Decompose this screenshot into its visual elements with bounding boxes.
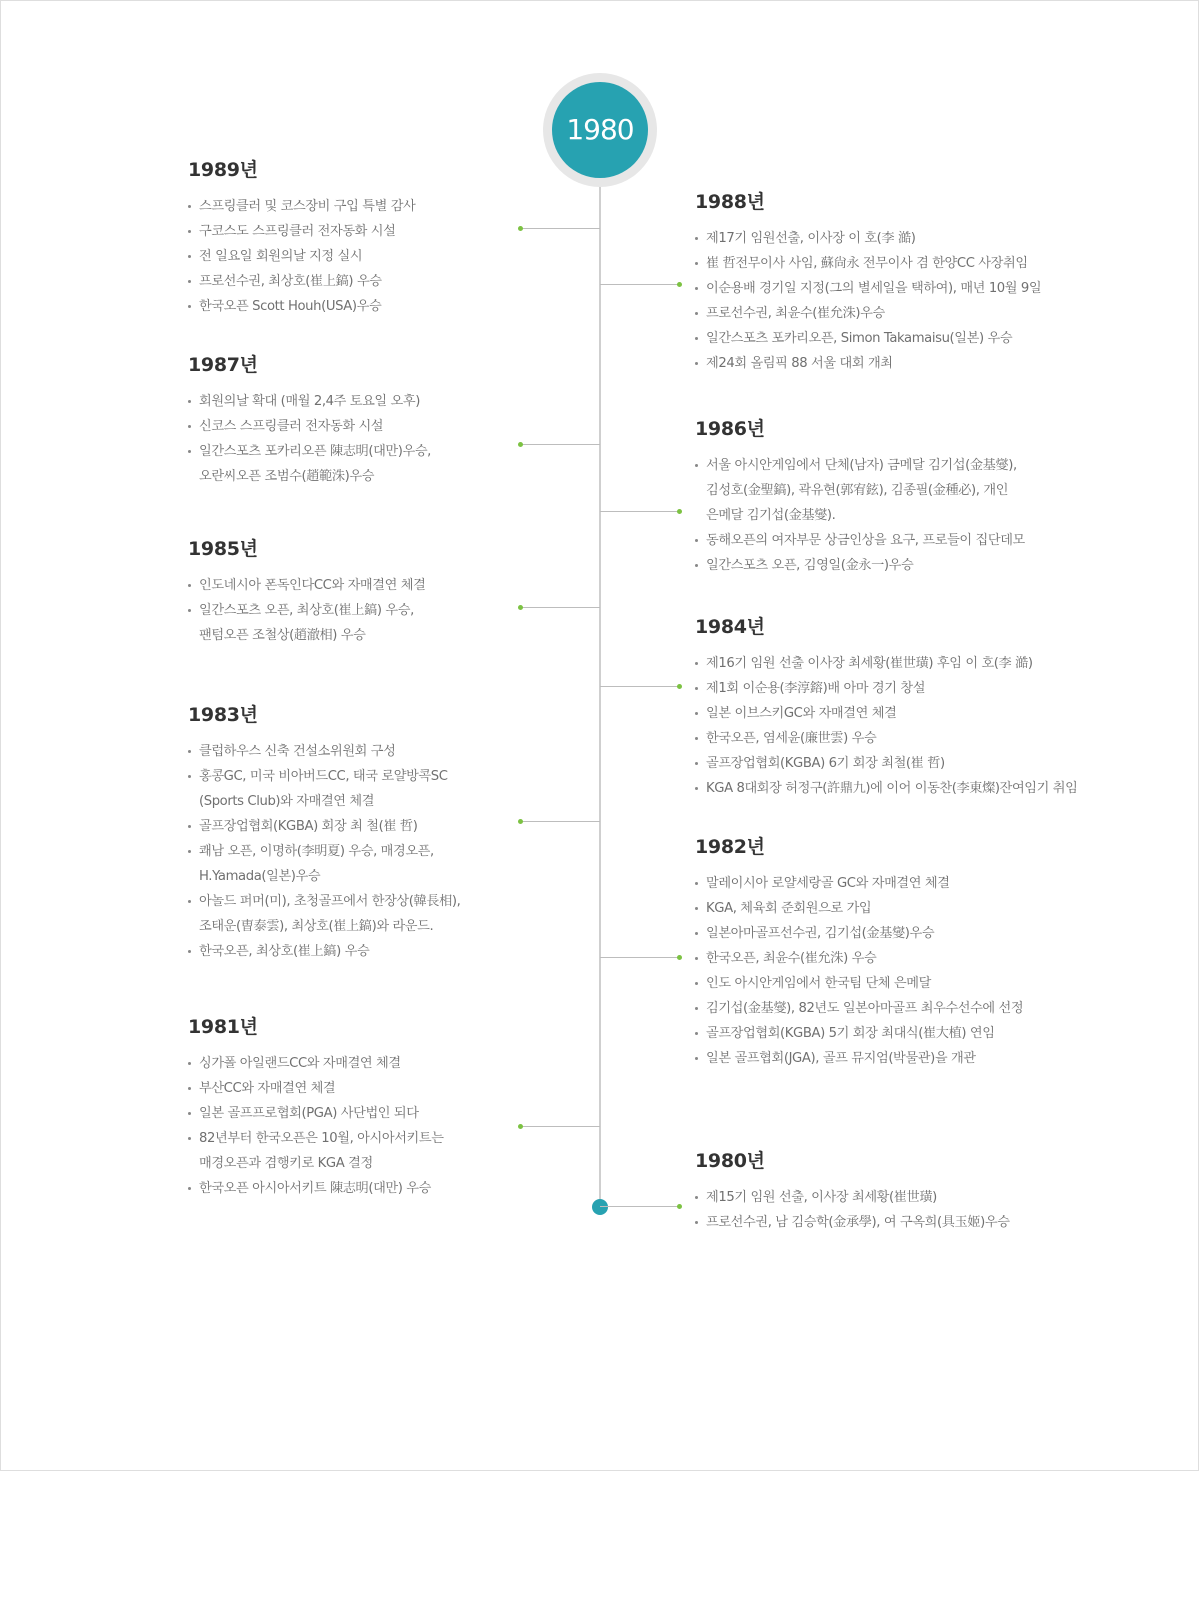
list-item: 일본 이브스키GC와 자매결연 체결	[695, 701, 1165, 726]
entry-list	[695, 871, 1165, 1071]
list-item: 일간스포츠 오픈, 최상호(崔上鎬) 우승, 팬텀오픈 조철상(趙澈相) 우승	[188, 598, 568, 648]
list-item: 한국오픈, 최상호(崔上鎬) 우승	[188, 939, 568, 964]
entry-year: 1981년	[188, 1016, 258, 1038]
connector-1980	[600, 1206, 680, 1207]
entry-1980	[695, 1148, 1165, 1235]
entry-year: 1982년	[695, 836, 765, 858]
list-item: 일본 골프프로협회(PGA) 사단법인 되다	[188, 1101, 568, 1126]
entry-1985	[188, 536, 568, 648]
entry-1984	[695, 614, 1165, 801]
list-item: 클럽하우스 신축 건설소위원회 구성	[188, 739, 568, 764]
entry-list	[188, 573, 568, 648]
list-item: 프로선수권, 남 김승학(金承學), 여 구옥희(具玉姬)우승	[695, 1210, 1165, 1235]
list-item: 프로선수권, 최상호(崔上鎬) 우승	[188, 269, 568, 294]
entry-list	[695, 453, 1165, 578]
entry-1983	[188, 702, 568, 964]
list-item: 아놀드 퍼머(미), 초청골프에서 한장상(韓長相), 조태운(曺泰雲), 최상호(崔上鎬)와 라운드.	[188, 889, 568, 939]
timeline-axis	[599, 180, 601, 1207]
list-item: 골프장업협회(KGBA) 6기 회장 최철(崔 哲)	[695, 751, 1165, 776]
entry-year: 1986년	[695, 418, 765, 440]
list-item: 한국오픈, 염세윤(廉世雲) 우승	[695, 726, 1165, 751]
entry-year: 1983년	[188, 704, 258, 726]
list-item: 제15기 임원 선출, 이사장 최세황(崔世璜)	[695, 1185, 1165, 1210]
entry-list	[188, 194, 568, 319]
list-item: 동해오픈의 여자부문 상금인상을 요구, 프로들이 집단데모	[695, 528, 1165, 553]
list-item: 인도네시아 폰독인다CC와 자매결연 체결	[188, 573, 568, 598]
list-item: 한국오픈 아시아서키트 陳志明(대만) 우승	[188, 1176, 568, 1201]
list-item: 신코스 스프링클러 전자동화 시설	[188, 414, 568, 439]
list-item: 한국오픈, 최윤수(崔允洙) 우승	[695, 946, 1165, 971]
entry-list	[695, 1185, 1165, 1235]
decade-badge: 1980	[552, 82, 648, 178]
list-item: 싱가폴 아일랜드CC와 자매결연 체결	[188, 1051, 568, 1076]
list-item: 전 일요일 회원의날 지정 실시	[188, 244, 568, 269]
entry-year: 1985년	[188, 538, 258, 560]
list-item: 스프링클러 및 코스장비 구입 특별 감사	[188, 194, 568, 219]
list-item: 이순용배 경기일 지정(그의 별세일을 택하여), 매년 10월 9일	[695, 276, 1165, 301]
list-item: 일본 골프협회(JGA), 골프 뮤지엄(박물관)을 개관	[695, 1046, 1165, 1071]
list-item: 崔 哲전무이사 사임, 蘇尙永 전무이사 겸 한양CC 사장취임	[695, 251, 1165, 276]
entry-1988	[695, 189, 1165, 376]
entry-year: 1987년	[188, 354, 258, 376]
list-item: 인도 아시안게임에서 한국팀 단체 은메달	[695, 971, 1165, 996]
list-item: 골프장업협회(KGBA) 5기 회장 최대식(崔大植) 연임	[695, 1021, 1165, 1046]
entry-1987	[188, 352, 568, 489]
entry-1989	[188, 157, 568, 319]
list-item: 일본아마골프선수권, 김기섭(金基燮)우승	[695, 921, 1165, 946]
list-item: 제17기 임원선출, 이사장 이 호(李 澔)	[695, 226, 1165, 251]
connector-1984	[600, 686, 680, 687]
list-item: 82년부터 한국오픈은 10월, 아시아서키트는 매경오픈과 겸행키로 KGA 결정	[188, 1126, 568, 1176]
timeline-end-dot	[592, 1199, 608, 1215]
list-item: 제16기 임원 선출 이사장 최세황(崔世璜) 후임 이 호(李 澔)	[695, 651, 1165, 676]
list-item: 말레이시아 로얄세랑골 GC와 자매결연 체결	[695, 871, 1165, 896]
list-item: 프로선수권, 최윤수(崔允洙)우승	[695, 301, 1165, 326]
entry-1982	[695, 834, 1165, 1071]
entry-list	[188, 739, 568, 964]
list-item: 제24회 올림픽 88 서울 대회 개최	[695, 351, 1165, 376]
entry-1981	[188, 1014, 568, 1201]
list-item: 쾌남 오픈, 이명하(李明夏) 우승, 매경오픈, H.Yamada(일본)우승	[188, 839, 568, 889]
entry-1986	[695, 416, 1165, 578]
list-item: 골프장업협회(KGBA) 회장 최 철(崔 哲)	[188, 814, 568, 839]
list-item: 구코스도 스프링클러 전자동화 시설	[188, 219, 568, 244]
list-item: 일간스포츠 포카리오픈, Simon Takamaisu(일본) 우승	[695, 326, 1165, 351]
entry-year: 1984년	[695, 616, 765, 638]
list-item: 부산CC와 자매결연 체결	[188, 1076, 568, 1101]
connector-1982	[600, 957, 680, 958]
entry-list	[695, 651, 1165, 801]
list-item: 홍콩GC, 미국 비아버드CC, 태국 로얄방콕SC (Sports Club)와 자매결연 체결	[188, 764, 568, 814]
list-item: 한국오픈 Scott Houh(USA)우승	[188, 294, 568, 319]
entry-year: 1980년	[695, 1150, 765, 1172]
list-item: 제1회 이순용(李淳鎔)배 아마 경기 창설	[695, 676, 1165, 701]
list-item: KGA, 체육회 준회원으로 가입	[695, 896, 1165, 921]
connector-1988	[600, 284, 680, 285]
list-item: 일간스포츠 포카리오픈 陳志明(대만)우승, 오란씨오픈 조범수(趙範洙)우승	[188, 439, 568, 489]
entry-list	[695, 226, 1165, 376]
list-item: 서울 아시안게임에서 단체(남자) 금메달 김기섭(金基燮), 김성호(金聖鎬), 곽유현(郭宥鉉), 김종필(金種必), 개인 은메달 김기섭(金基燮).	[695, 453, 1165, 528]
list-item: 회원의날 확대 (매월 2,4주 토요일 오후)	[188, 389, 568, 414]
entry-year: 1988년	[695, 191, 765, 213]
list-item: KGA 8대회장 허정구(許鼎九)에 이어 이동찬(李東燦)잔여임기 취임	[695, 776, 1165, 801]
entry-list	[188, 389, 568, 489]
connector-1986	[600, 511, 680, 512]
entry-list	[188, 1051, 568, 1201]
list-item: 김기섭(金基燮), 82년도 일본아마골프 최우수선수에 선정	[695, 996, 1165, 1021]
list-item: 일간스포츠 오픈, 김영일(金永一)우승	[695, 553, 1165, 578]
entry-year: 1989년	[188, 159, 258, 181]
